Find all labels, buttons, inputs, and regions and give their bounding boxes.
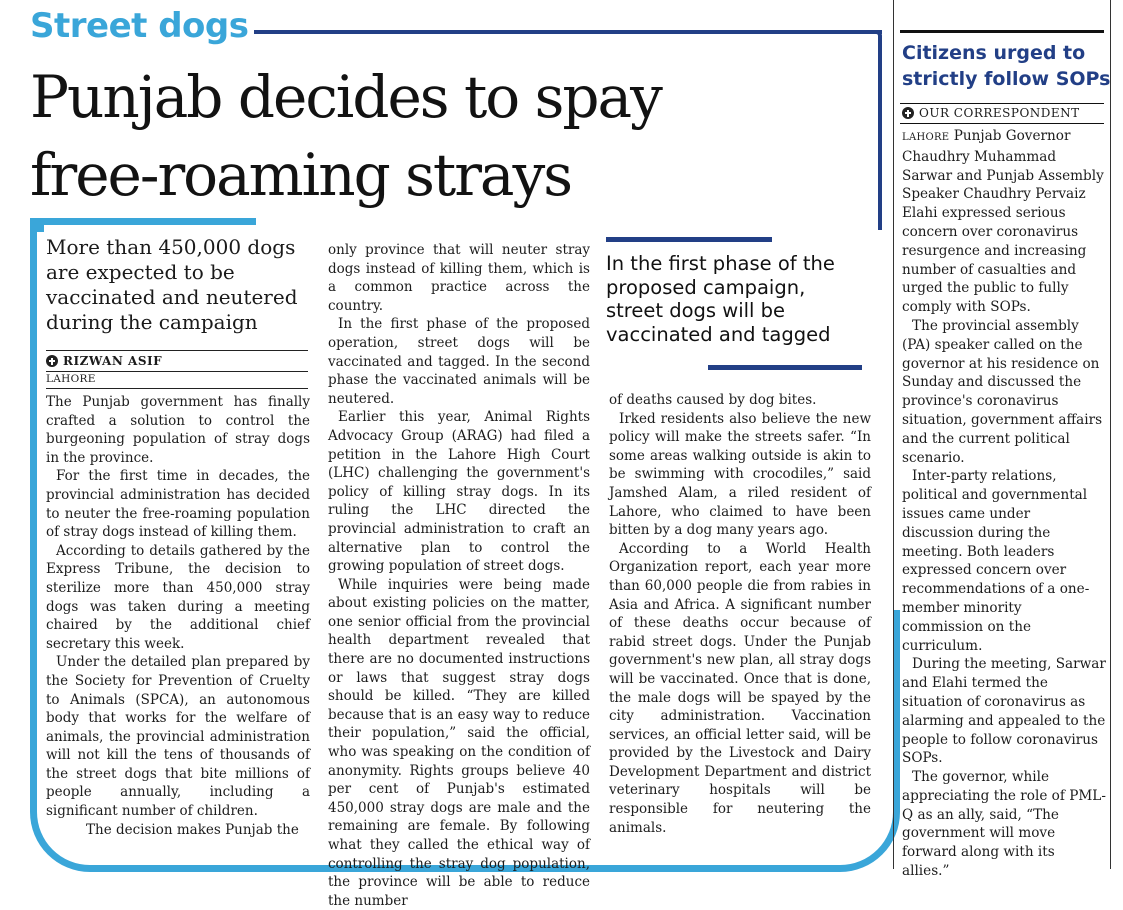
tribune-icon — [902, 107, 914, 119]
byline-rule-top — [46, 350, 308, 351]
kicker-rule — [254, 30, 882, 34]
sidebar-byline — [902, 106, 1106, 120]
pull-quote: In the first phase of the proposed campaign, street dogs will be vaccinated and tagged — [606, 252, 835, 346]
frame-corner-right — [876, 30, 882, 230]
sidebar-divider — [893, 0, 894, 869]
dateline: LAHORE — [46, 373, 96, 385]
pull-quote-rule-top — [606, 237, 772, 242]
paragraph: The decision makes Punjab the — [86, 821, 299, 838]
byline-rule-mid — [46, 371, 308, 372]
paragraph-text: Punjab Governor Chaudhry Muhammad Sarwar and Punjab Assembly Speaker Chaudhry Pervaiz Elahi expressed serious concern over coronavirus resurgence and increasing number of casualties and urged the public to fully comply with SOPs. — [902, 128, 1104, 316]
paragraph — [902, 127, 1106, 317]
paragraph: only province that will neuter stray dogs instead of killing them, which is a common practice across the country. — [328, 242, 590, 314]
article-column-3 — [609, 391, 871, 837]
byline-rule-bottom — [46, 388, 308, 389]
paragraph: Under the detailed plan prepared by the Society for Prevention of Cruelty to Animals (SPCA), an autonomous body that works for the welfare of animals, the provincial administration will not kill the tens of thousands of the street dogs that bite millions of people annually, including a significant number of children. — [46, 654, 310, 820]
deck: More than 450,000 dogs are expected to be vaccinated and neutered during the campaign — [46, 235, 298, 334]
sidebar-rule-2 — [900, 123, 1104, 124]
article-column-2 — [328, 241, 590, 910]
sidebar-rule-top — [900, 30, 1104, 33]
paragraph: of deaths caused by dog bites. — [609, 392, 817, 408]
paragraph: According to a World Health Organization report, each year more than 60,000 people die from rabies in Asia and Africa. A significant number of these deaths occur because of rabid street dogs. Under the Punjab government's new plan, all stray dogs will be vaccinated. Once that is done, the male dogs will be spayed by the city administration. Vaccination services, an official letter said, will be provided by the Livestock and Dairy Development Department and district veterinary hospitals will be responsible for neutering the animals. — [609, 540, 871, 836]
pull-quote-rule-bottom — [708, 365, 862, 370]
sidebar-dateline: LAHORE — [902, 132, 950, 143]
byline — [46, 354, 162, 368]
headline-line-1: Punjab decides to spay — [30, 63, 661, 131]
sidebar-title: Citizens urged to strictly follow SOPs — [902, 42, 1111, 90]
paragraph: For the first time in decades, the provincial administration has decided to neuter the free-roaming population of stray dogs instead of killing them. — [46, 468, 310, 541]
paragraph: The provincial assembly (PA) speaker called on the governor at his residence on Sunday and discussed the province's coronavirus situation, government affairs and the current political scenario. — [902, 317, 1103, 466]
paragraph: Earlier this year, Animal Rights Advocacy Group (ARAG) had filed a petition in the Lahore High Court (LHC) challenging the government's policy of killing stray dogs. In its ruling the LHC directed the provincial administration to craft an alternative plan to control the growing population of street dogs. — [328, 409, 590, 575]
article-frame-left — [30, 218, 37, 618]
article-column-1 — [46, 393, 310, 839]
paragraph: Inter-party relations, political and governmental issues came under discussion during the meeting. Both leaders expressed concern over recommendations of a one-member minority commission on the curriculum. — [902, 468, 1090, 654]
paragraph: While inquiries were being made about existing policies on the matter, one senior official from the provincial health department revealed that there are no documented instructions or laws that suggest stray dogs should be killed. “They are killed because that is an easy way to reduce their population,” said the official, who was speaking on the condition of anonymity. Rights groups believe 40 per cent of Punjab's estimated 450,000 stray dogs are male and the remaining are female. By following what they called the ethical way of controlling the stray dog population, the province will be able to reduce the number — [328, 576, 590, 909]
paragraph: During the meeting, Sarwar and Elahi termed the situation of coronavirus as alarming and appealed to the people to follow coronavirus SOPs. — [902, 656, 1106, 767]
paragraph: The governor, while appreciating the role of PML-Q as an ally, said, “The government will move forward along with its allies.” — [902, 769, 1106, 880]
section-kicker: Street dogs — [30, 6, 249, 46]
tribune-icon — [46, 355, 58, 367]
sidebar-byline-text: OUR CORRESPONDENT — [919, 106, 1080, 120]
paragraph: In the first phase of the proposed operation, street dogs will be vaccinated and tagged. In the second phase the vaccinated animals will be neutered. — [328, 316, 590, 407]
paragraph: Irked residents also believe the new policy will make the streets safer. “In some areas walking outside is akin to be swimming with crocodiles,” said Jamshed Alam, a riled resident of Lahore, who claimed to have been bitten by a dog many years ago. — [609, 410, 871, 539]
article-frame-top — [30, 218, 256, 225]
page-edge-line — [1110, 0, 1111, 869]
byline-author: RIZWAN ASIF — [63, 354, 163, 368]
sidebar-article — [902, 127, 1106, 881]
paragraph: The Punjab government has finally crafted a solution to control the burgeoning population of stray dogs in the province. — [46, 394, 310, 466]
article-frame-corner — [30, 218, 44, 232]
headline-line-2: free-roaming strays — [30, 141, 572, 209]
paragraph: According to details gathered by the Express Tribune, the decision to sterilize more than 450,000 stray dogs was taken during a meeting chaired by the additional chief secretary this week. — [46, 542, 310, 652]
headline — [30, 58, 661, 214]
sidebar-rule-1 — [900, 103, 1104, 104]
